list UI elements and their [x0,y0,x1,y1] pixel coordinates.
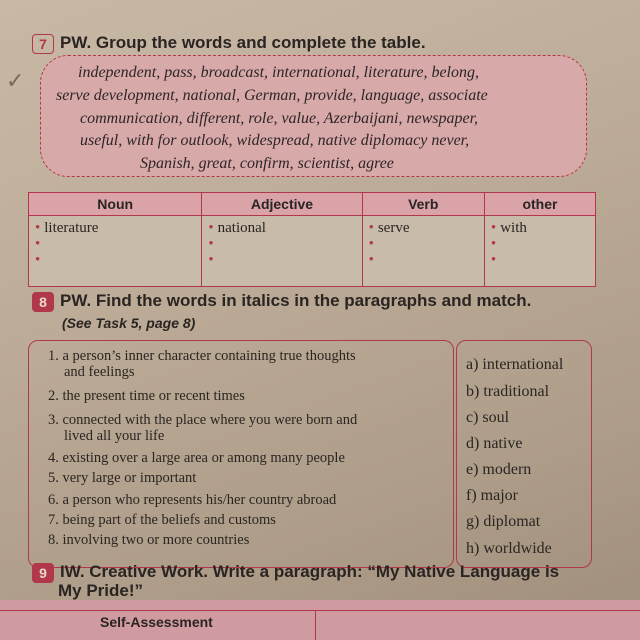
answer-b: b) traditional [466,383,550,400]
col-header-other: other [484,193,595,216]
word-table [28,192,596,287]
other-entry: with [500,220,527,236]
task7-number: 7 [32,34,54,54]
definition-1: 1. a person’s inner character containing true thoughts [48,348,356,364]
band-column-divider [315,610,316,640]
other-cell[interactable]: • with • • [484,216,595,287]
band-divider [0,610,640,611]
noun-cell[interactable]: • literature • • [29,216,202,287]
noun-entry: literature [44,220,99,236]
verb-entry: serve [377,220,410,236]
definition-8: 8. involving two or more countries [48,532,250,548]
definition-1-cont: and feelings [64,364,135,380]
answers-box [456,340,592,568]
task7-heading [32,33,426,54]
answer-g: g) diplomat [466,513,541,530]
definition-6: 6. a person who represents his/her country abroad [48,492,337,508]
definition-5: 5. very large or important [48,470,197,486]
col-header-verb: Verb [362,193,484,216]
task7-title: PW. Group the words and complete the table. [60,33,426,52]
answer-e: e) modern [466,461,532,478]
answer-h: h) worldwide [466,540,552,557]
check-mark-icon: ✓ [6,68,25,93]
definition-3: 3. connected with the place where you were born and [48,412,358,428]
definition-7: 7. being part of the beliefs and customs [48,512,276,528]
task9-heading [32,562,559,583]
word-line-2: serve development, national, German, provide, language, associate [56,87,488,104]
task9-title-line2: My Pride!” [58,581,144,600]
answer-c: c) soul [466,409,510,426]
self-assessment-band [0,600,640,640]
task8-number: 8 [32,292,54,312]
task8-title: PW. Find the words in italics in the paragraphs and match. [60,291,532,310]
adjective-cell[interactable]: • national • • [202,216,362,287]
definition-4: 4. existing over a large area or among many people [48,450,345,466]
verb-cell[interactable]: • serve • • [362,216,484,287]
col-header-noun: Noun [29,193,202,216]
word-line-1: independent, pass, broadcast, international, literature, belong, [78,64,479,81]
word-line-3: communication, different, role, value, Azerbaijani, newspaper, [80,110,479,127]
definition-2: 2. the present time or recent times [48,388,245,404]
adjective-entry: national [217,220,266,236]
answer-d: d) native [466,435,523,452]
answer-a: a) international [466,356,564,373]
task9-number: 9 [32,563,54,583]
word-line-5: Spanish, great, confirm, scientist, agree [140,155,394,172]
task8-subtitle: (See Task 5, page 8) [62,315,196,331]
word-line-4: useful, with for outlook, widespread, native diplomacy never, [80,132,470,149]
task8-heading [32,291,531,312]
task9-title-line1: IW. Creative Work. Write a paragraph: “My Native Language is [60,562,560,581]
self-assessment-heading: Self-Assessment [100,614,213,630]
definition-3-cont: lived all your life [64,428,165,444]
answer-f: f) major [466,487,518,504]
col-header-adjective: Adjective [202,193,362,216]
